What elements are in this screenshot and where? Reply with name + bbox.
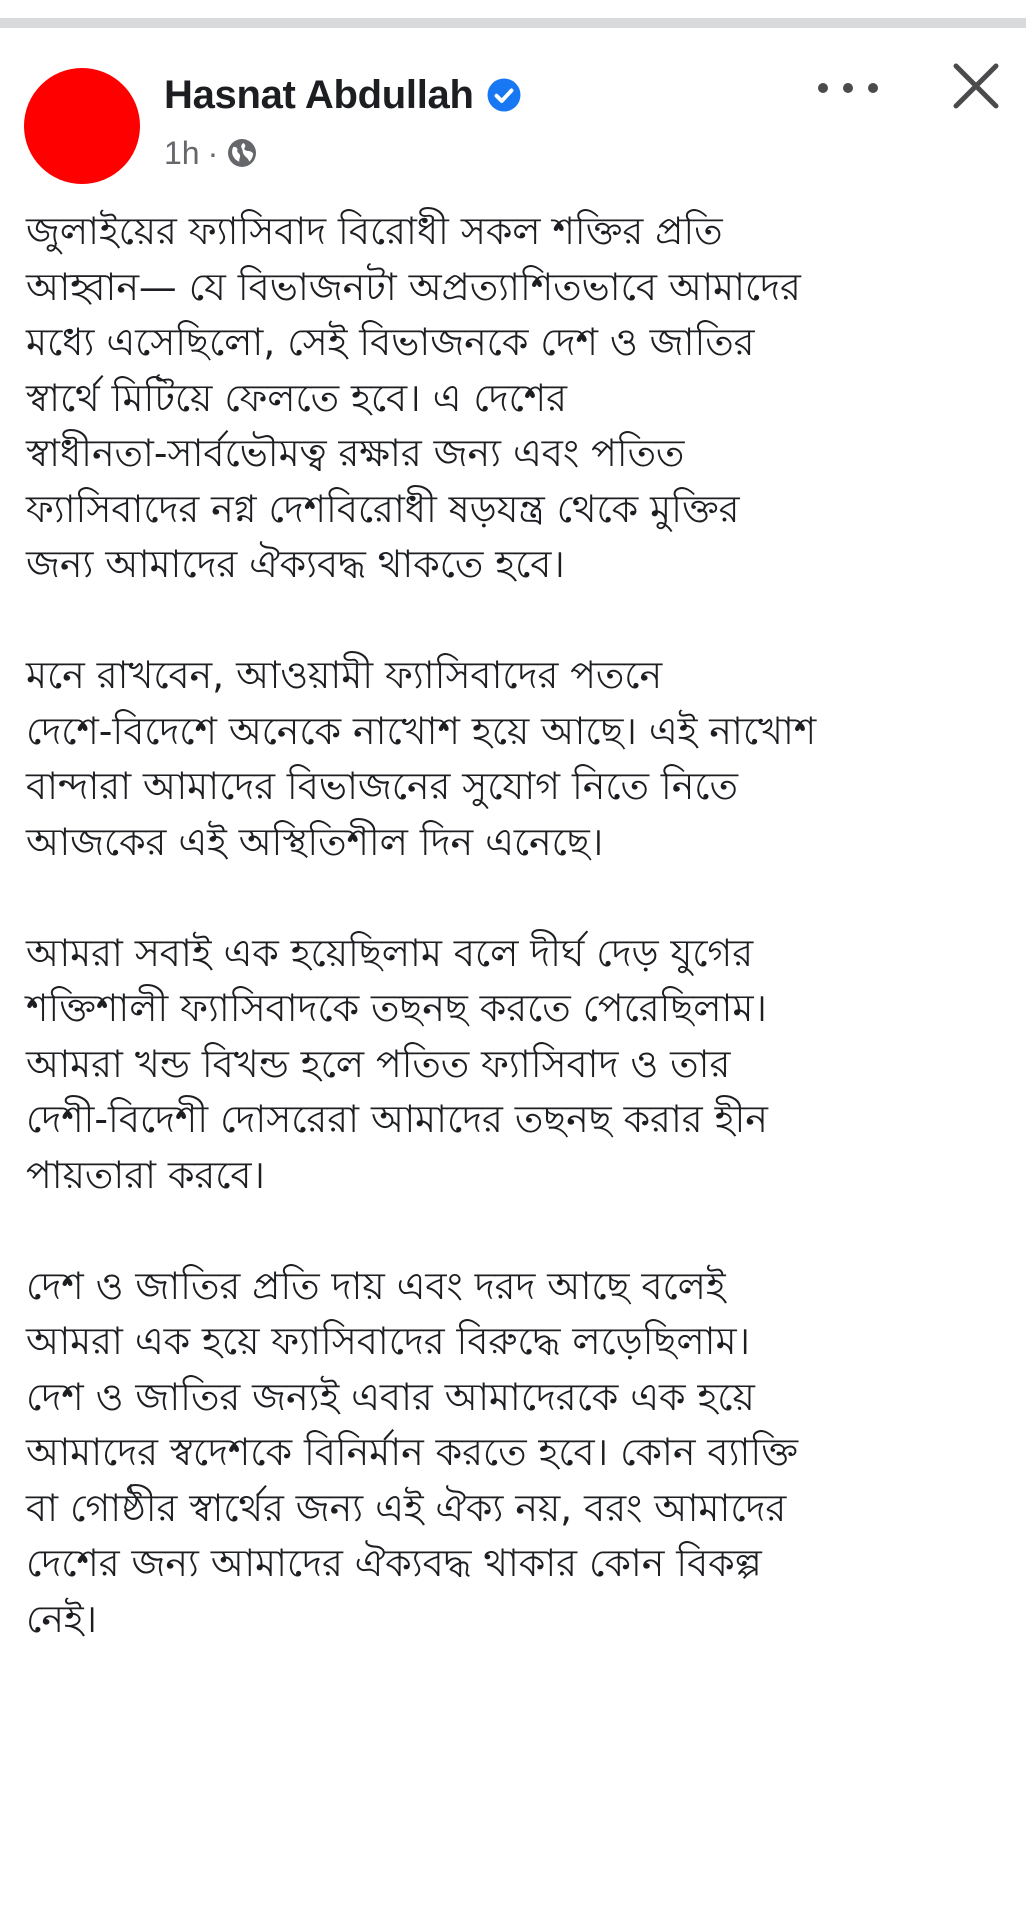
close-icon[interactable] bbox=[948, 58, 1004, 114]
post-text-line: বান্দারা আমাদের বিভাজনের সুযোগ নিতে নিতে bbox=[26, 764, 738, 808]
post-text-line: মনে রাখবেন, আওয়ামী ফ্যাসিবাদের পতনে bbox=[26, 653, 663, 697]
post-text-line: আমরা সবাই এক হয়েছিলাম বলে দীর্ঘ দেড় যুগের bbox=[26, 930, 753, 975]
post-paragraph bbox=[26, 1259, 1006, 1648]
post-text-line: দেশ ও জাতির প্রতি দায় এবং দরদ আছে বলেই bbox=[26, 1263, 726, 1308]
more-options-icon-dot bbox=[868, 83, 878, 93]
post-text-line: দেশে-বিদেশে অনেকে নাখোশ হয়ে আছে। এই নাখোশ bbox=[26, 708, 817, 753]
meta-separator: · bbox=[207, 134, 219, 171]
post-text-line: জুলাইয়ের ফ্যাসিবাদ বিরোধী সকল শক্তির প্রতি bbox=[26, 209, 723, 253]
post-text-line: দেশের জন্য আমাদের ঐক্যবদ্ধ থাকার কোন বিকল্প bbox=[26, 1541, 762, 1585]
post-text-line: দেশী-বিদেশী দোসরেরা আমাদের তছনছ করার হীন bbox=[26, 1097, 768, 1141]
post-text-line: জন্য আমাদের ঐক্যবদ্ধ থাকতে হবে। bbox=[26, 542, 565, 586]
post-text-line: শক্তিশালী ফ্যাসিবাদকে তছনছ করতে পেরেছিলাম। bbox=[26, 986, 767, 1030]
post-text-line: আজকের এই অস্থিতিশীল দিন এনেছে। bbox=[26, 819, 604, 864]
more-options-icon-dot bbox=[818, 83, 828, 93]
post-time[interactable]: 1h bbox=[164, 134, 200, 171]
author-row bbox=[164, 70, 522, 120]
post-text-line: নেই। bbox=[26, 1596, 98, 1641]
post-text-line: বা গোষ্ঠীর স্বার্থের জন্য এই ঐক্য নয়, বরং আমাদের bbox=[26, 1485, 787, 1530]
verified-badge-icon bbox=[486, 77, 522, 113]
top-divider bbox=[0, 18, 1026, 28]
post-meta bbox=[164, 132, 258, 174]
post-paragraph bbox=[26, 204, 1006, 593]
post-text-line: স্বাধীনতা-সার্বভৌমত্ব রক্ষার জন্য এবং পতিত bbox=[26, 431, 685, 475]
post-text-line: পায়তারা করবে। bbox=[26, 1152, 265, 1197]
post-text-line: স্বার্থে মিটিয়ে ফেলতে হবে। এ দেশের bbox=[26, 375, 567, 420]
post-text-line: ফ্যাসিবাদের নগ্ন দেশবিরোধী ষড়যন্ত্র থেকে মুক্তির bbox=[26, 486, 740, 531]
post-text-line: আহ্বান— যে বিভাজনটা অপ্রত্যাশিতভাবে আমাদের bbox=[26, 264, 801, 309]
post-paragraph bbox=[26, 926, 1006, 1204]
post-text-line: আমরা এক হয়ে ফ্যাসিবাদের বিরুদ্ধে লড়েছিলাম। bbox=[26, 1319, 751, 1363]
post-text-line: দেশ ও জাতির জন্যই এবার আমাদেরকে এক হয়ে bbox=[26, 1374, 755, 1419]
globe-icon[interactable] bbox=[226, 137, 258, 169]
more-options-button[interactable] bbox=[818, 66, 878, 110]
post-paragraph bbox=[26, 648, 1006, 870]
post-text-line: আমাদের স্বদেশকে বিনির্মান করতে হবে। কোন ব্যাক্তি bbox=[26, 1430, 798, 1474]
more-options-icon-dot bbox=[843, 83, 853, 93]
post-text-line: আমরা খন্ড বিখন্ড হলে পতিত ফ্যাসিবাদ ও তার bbox=[26, 1041, 731, 1086]
author-name[interactable]: Hasnat Abdullah bbox=[164, 72, 474, 117]
post-text bbox=[26, 204, 1006, 1703]
post-text-line: মধ্যে এসেছিলো, সেই বিভাজনকে দেশ ও জাতির bbox=[26, 320, 755, 364]
avatar[interactable] bbox=[24, 68, 140, 184]
